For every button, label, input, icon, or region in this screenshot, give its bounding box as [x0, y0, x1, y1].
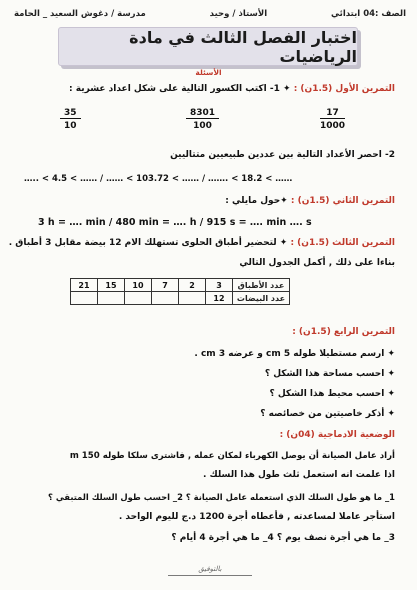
- exercise-3-instruction: ✦ لتحضير أطباق الحلوى تستهلك الام 12 بيضة مقابل 3 أطباق .: [8, 238, 288, 248]
- fraction-1-denominator: 1000: [320, 121, 346, 131]
- fraction-3-numerator: 35: [60, 108, 81, 119]
- fraction-1-numerator: 17: [320, 108, 345, 119]
- bounds-row: ….. < 4.5 < …… / …… < 103.72 < …… / ……. < 18.2 < ……: [24, 174, 293, 184]
- table-cell: [179, 292, 206, 305]
- exercise-2-instruction: ✦حول مايلي :: [225, 196, 288, 206]
- exercise-4-line-3: ✦ احسب محيط هذا الشكل ؟: [269, 389, 395, 399]
- integrative-line-2: اذا علمت انه استعمل ثلث طول هذا السلك .: [202, 470, 395, 480]
- table-cell: 3: [206, 279, 233, 292]
- exercise-1-item-2: 2- احصر الأعداد التالية بين عددين طبيعيين متتاليين: [170, 150, 395, 160]
- exercise-4-line-2: ✦ احسب مساحة هذا الشكل ؟: [264, 369, 395, 379]
- school-label: مدرسة / دغوش السعيد _ الحامة: [14, 9, 146, 19]
- fraction-3-denominator: 10: [64, 121, 77, 131]
- eggs-table: [70, 278, 290, 305]
- exercise-4-line-4: ✦ أذكر خاصيتين من خصائصه ؟: [260, 409, 395, 419]
- exercise-4-title: التمرين الرابع (1.5ن) :: [292, 327, 395, 337]
- questions-label: الأسئلة: [195, 68, 222, 77]
- table-cell: 2: [179, 279, 206, 292]
- fraction-2-numerator: 8301: [186, 108, 219, 119]
- integrative-line-4: استأجر عاملا لمساعدته , فأعطاه أجرة 1200 د.ج لليوم الواحد .: [118, 512, 395, 522]
- table-cell: 15: [98, 279, 125, 292]
- exercise-1-header: [69, 84, 395, 94]
- fraction-2-denominator: 100: [193, 121, 212, 131]
- exercise-4-header: [292, 327, 395, 337]
- table-row: [71, 292, 290, 305]
- table-cell: 7: [152, 279, 179, 292]
- table-row-header-plates: عدد الأطباق: [233, 279, 290, 292]
- integrative-line-3: 1_ ما هو طول السلك الذي استعمله عامل الصيانة ؟ 2_ احسب طول السلك المتبقي ؟: [48, 492, 395, 502]
- page-title: اختبار الفصل الثالث في مادة الرياضيات: [129, 27, 357, 66]
- fraction-2: [186, 108, 219, 131]
- integrative-line-5: 3_ ما هي أجرة نصف يوم ؟ 4_ ما هي أجرة 4 أيام ؟: [171, 533, 395, 543]
- exercise-4-line-1: ✦ ارسم مستطيلا طوله 5 cm و عرضه 3 cm .: [194, 349, 395, 359]
- exercise-1-title: التمرين الأول (1.5ن) :: [293, 84, 395, 94]
- integrative-header: [280, 430, 395, 440]
- integrative-title: الوضعية الادماجية (04ن) :: [279, 430, 395, 440]
- conversions-row: 3 h = …. min / 480 min = …. h / 915 s = …. min …. s: [38, 217, 312, 228]
- exercise-1-item-1: ✦ 1- اكتب الكسور التالية على شكل اعداد عشرية :: [69, 84, 291, 94]
- grade-label: الصف :04 ابتدائي: [331, 9, 406, 19]
- table-row-header-eggs: عدد البيضات: [233, 292, 290, 305]
- header-bar: [14, 4, 406, 24]
- table-cell: 21: [71, 279, 98, 292]
- exercise-3-title: التمرين الثالث (1.5ن) :: [290, 238, 395, 248]
- table-cell: [125, 292, 152, 305]
- footer-good-luck: بالتوفيق: [168, 565, 252, 576]
- integrative-line-1: أراد عامل الصيانة أن يوصل الكهرباء لمكان عمله , فاشترى سلكا طوله 150 m: [69, 451, 395, 461]
- table-cell: [152, 292, 179, 305]
- table-cell: [98, 292, 125, 305]
- fraction-3: [60, 108, 81, 131]
- exercise-2-title: التمرين الثاني (1.5ن) :: [290, 196, 395, 206]
- table-cell: 12: [206, 292, 233, 305]
- table-row: [71, 279, 290, 292]
- title-banner: [58, 27, 358, 66]
- table-cell: [71, 292, 98, 305]
- table-cell: 10: [125, 279, 152, 292]
- fraction-1: [320, 108, 345, 131]
- teacher-label: الأستاذ / وحيد: [209, 9, 268, 19]
- exercise-3-header: [9, 238, 395, 248]
- exercise-3-line-2: بناءا على ذلك , أكمل الجدول التالي: [239, 258, 395, 268]
- exercise-2-header: [225, 196, 395, 206]
